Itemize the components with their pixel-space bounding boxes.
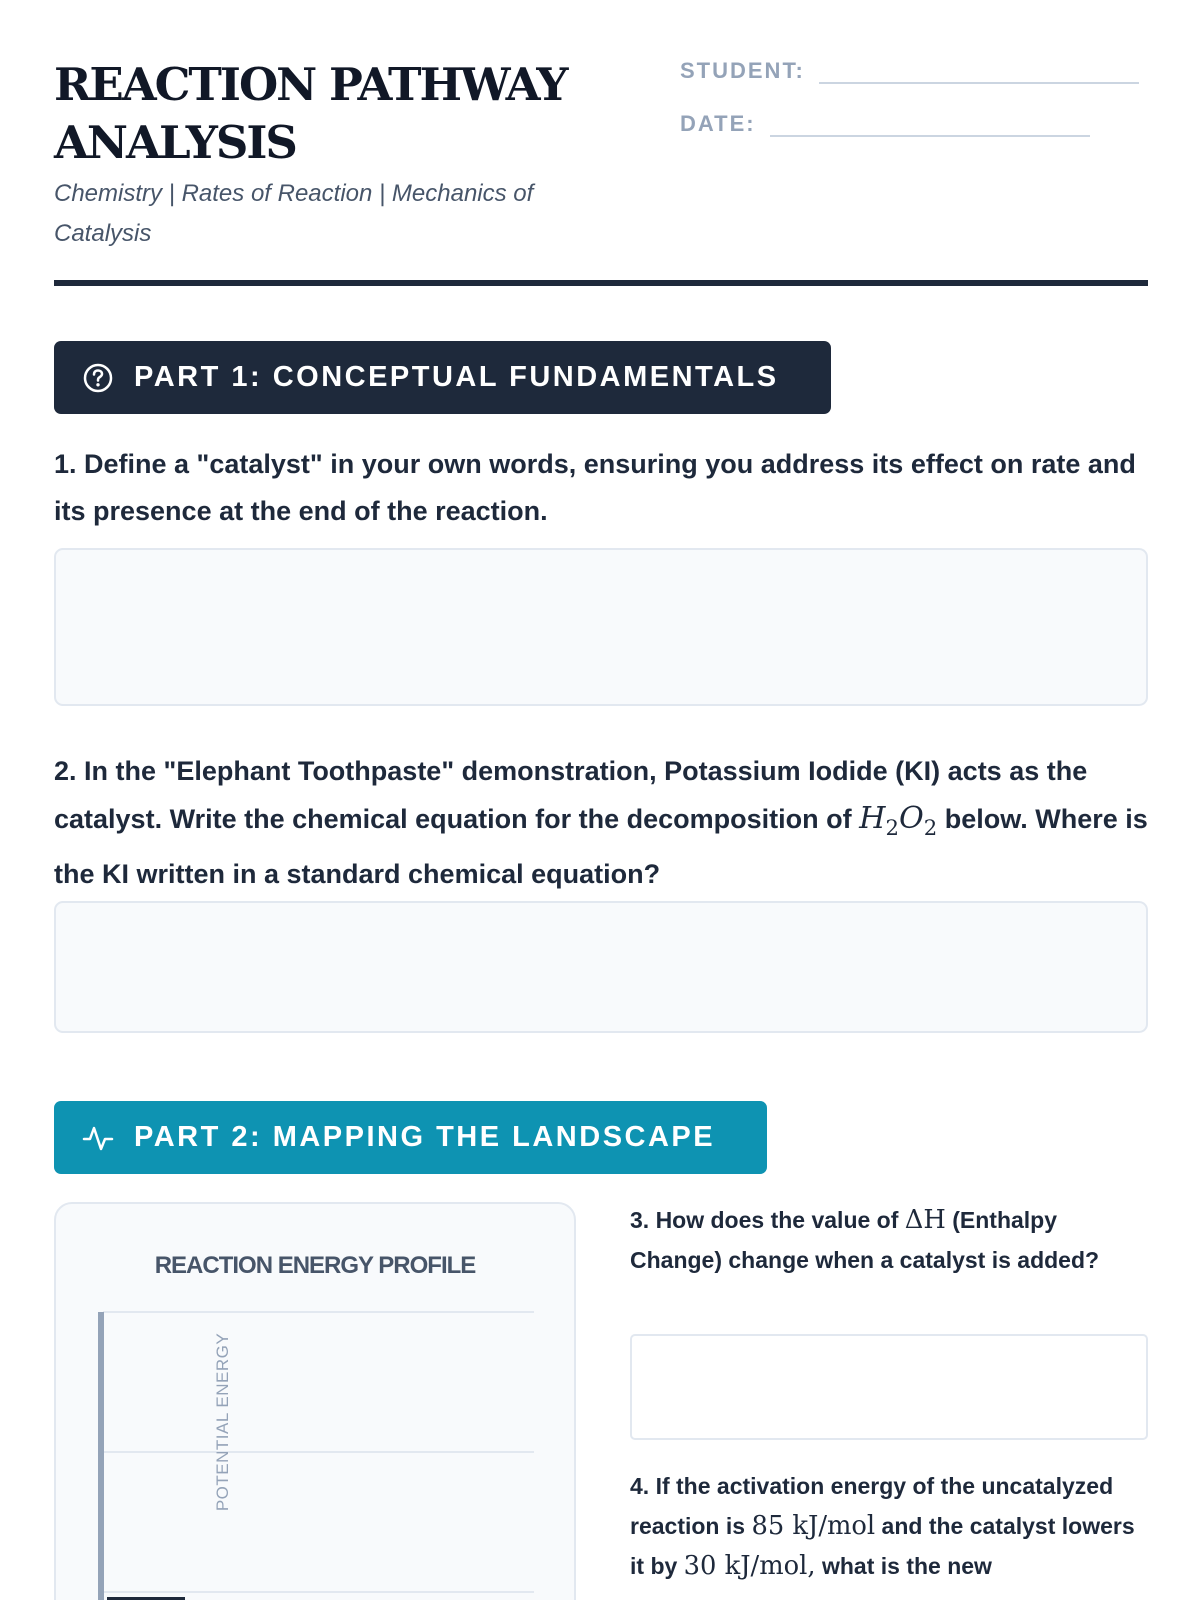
delta-h-symbol: ΔH (904, 1205, 946, 1235)
part1-title: PART 1: CONCEPTUAL FUNDAMENTALS (134, 361, 779, 393)
question-2-text-start: 2. In the "Elephant Toothpaste" demonstration, Potassium Iodide (KI) acts as the catalyst. Write the chemical equation for the decomposition of (54, 756, 1088, 834)
answer-box-2[interactable] (54, 901, 1148, 1033)
question-3-text-start: 3. How does the value of (630, 1207, 899, 1233)
header-divider (54, 280, 1148, 286)
question-4-text-start: 4. If the activation energy of the uncatalyzed reaction is (630, 1473, 1114, 1539)
answer-box-3[interactable] (630, 1334, 1148, 1440)
chart-y-axis-label: POTENTIAL ENERGY (213, 1332, 232, 1512)
page-title: REACTION PATHWAY ANALYSIS (54, 58, 567, 169)
student-name-line[interactable] (819, 62, 1139, 84)
h2o2-formula: $H_2O_2$ (859, 801, 938, 841)
question-2 (54, 748, 1148, 898)
date-line[interactable] (770, 115, 1090, 137)
student-label: STUDENT: (680, 58, 805, 83)
part2-title: PART 2: MAPPING THE LANDSCAPE (134, 1121, 716, 1153)
question-2-text-end: below. Where is the KI written in a standard chemical equation? (54, 804, 1148, 890)
energy-reduction-value: 30 kJ/mol, (683, 1551, 816, 1581)
energy-profile-card (54, 1202, 576, 1600)
question-3 (630, 1200, 1150, 1280)
question-4-text-middle: and the catalyst lowers it by (630, 1513, 1135, 1579)
part2-banner (54, 1101, 767, 1174)
date-label: DATE: (680, 111, 756, 136)
date-field (680, 111, 1090, 137)
page-subtitle: Chemistry | Rates of Reaction | Mechanics of Catalysis (54, 180, 534, 247)
question-4-text-end: what is the new (821, 1553, 992, 1579)
question-circle-icon (82, 362, 114, 394)
worksheet-header (54, 56, 1148, 288)
activation-energy-value: 85 kJ/mol (751, 1511, 876, 1541)
question-4 (630, 1466, 1150, 1586)
student-field (680, 58, 1139, 84)
question-1: 1. Define a "catalyst" in your own words, ensuring you address its effect on rate and its presence at the end of the reaction. (54, 449, 1136, 526)
energy-profile-chart (56, 1204, 574, 1600)
chart-title: REACTION ENERGY PROFILE (154, 1252, 476, 1279)
activity-pulse-icon (82, 1122, 114, 1154)
answer-box-1[interactable] (54, 548, 1148, 706)
question-3-text-end: (Enthalpy Change) change when a catalyst is added? (630, 1207, 1100, 1273)
part1-banner (54, 341, 831, 414)
